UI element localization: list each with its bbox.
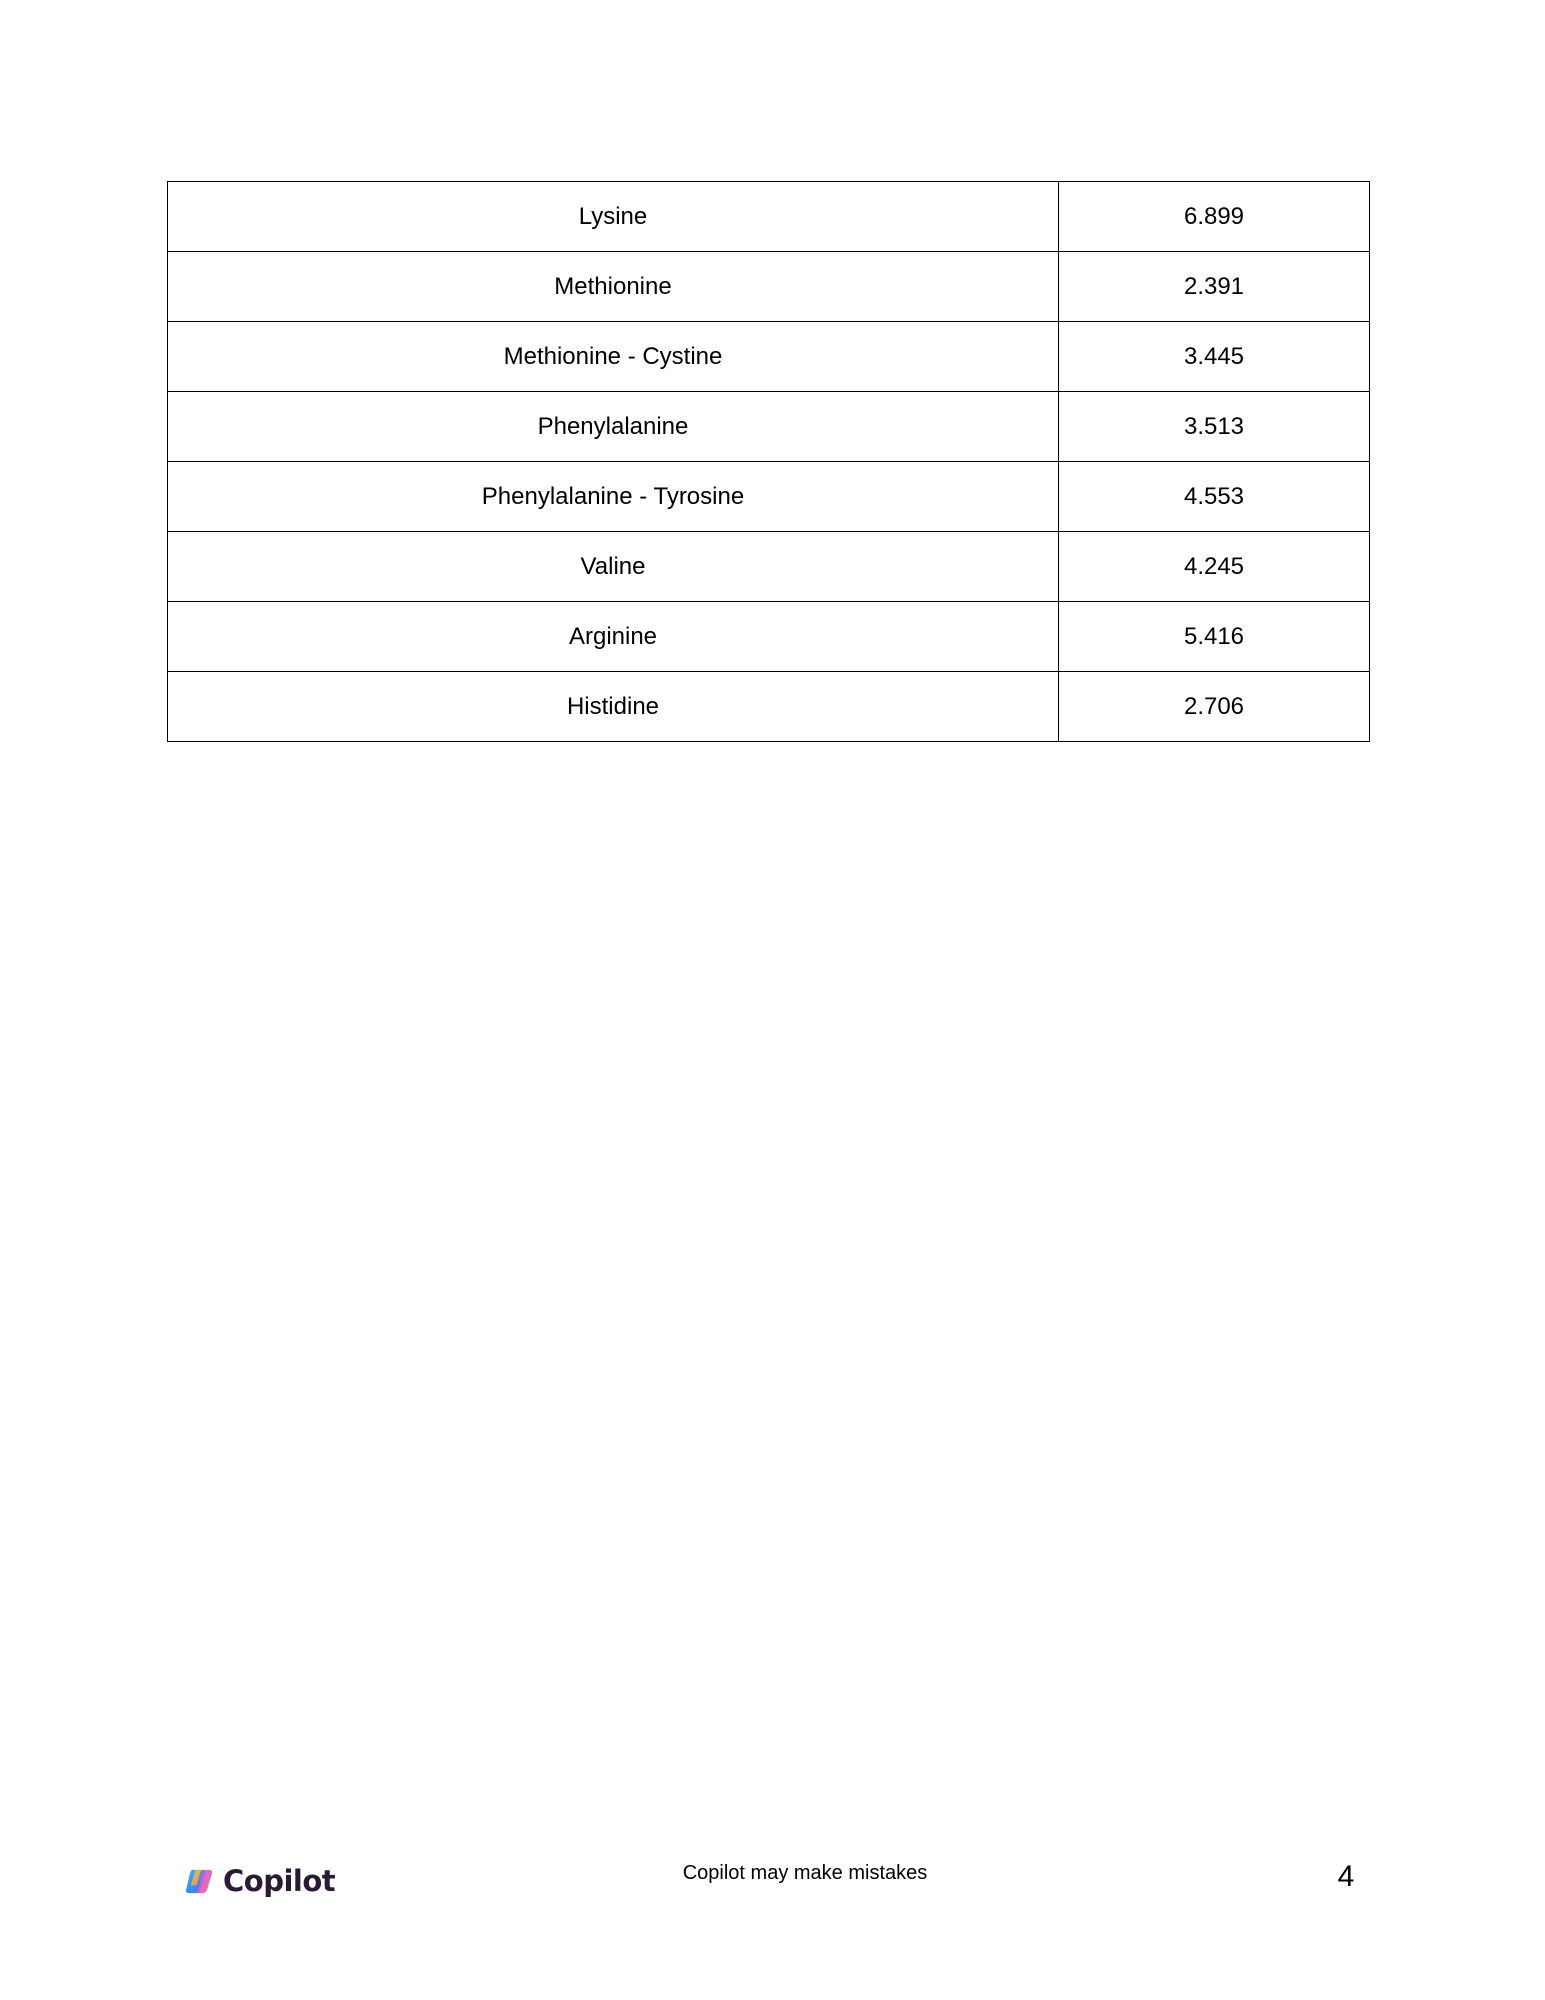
amino-acid-value-cell: 6.899 [1059,182,1370,252]
table-row [168,252,1370,322]
copilot-logo [184,1862,335,1900]
disclaimer-text: Copilot may make mistakes [682,1862,928,1884]
amino-acid-table [167,181,1370,742]
amino-acid-value-cell: 5.416 [1059,602,1370,672]
amino-acid-value-cell: 3.445 [1059,322,1370,392]
amino-acid-name-cell: Methionine [168,252,1059,322]
copilot-logo-text: Copilot [223,1864,336,1898]
amino-acid-name-cell: Lysine [168,182,1059,252]
amino-acid-value-cell: 2.706 [1059,672,1370,742]
amino-acid-value-cell: 3.513 [1059,392,1370,462]
page-number: 4 [1337,1860,1355,1893]
amino-acid-name-cell: Histidine [168,672,1059,742]
table-row [168,392,1370,462]
amino-acid-name-cell: Phenylalanine [168,392,1059,462]
table-row [168,322,1370,392]
amino-acid-name-cell: Valine [168,532,1059,602]
amino-acid-name-cell: Arginine [168,602,1059,672]
amino-acid-value-cell: 2.391 [1059,252,1370,322]
amino-acid-name-cell: Phenylalanine - Tyrosine [168,462,1059,532]
table-row [168,532,1370,602]
copilot-logo-icon [184,1866,215,1897]
amino-acid-value-cell: 4.245 [1059,532,1370,602]
table-row [168,182,1370,252]
table-row [168,462,1370,532]
amino-acid-name-cell: Methionine - Cystine [168,322,1059,392]
table-row [168,672,1370,742]
amino-acid-value-cell: 4.553 [1059,462,1370,532]
table-row [168,602,1370,672]
